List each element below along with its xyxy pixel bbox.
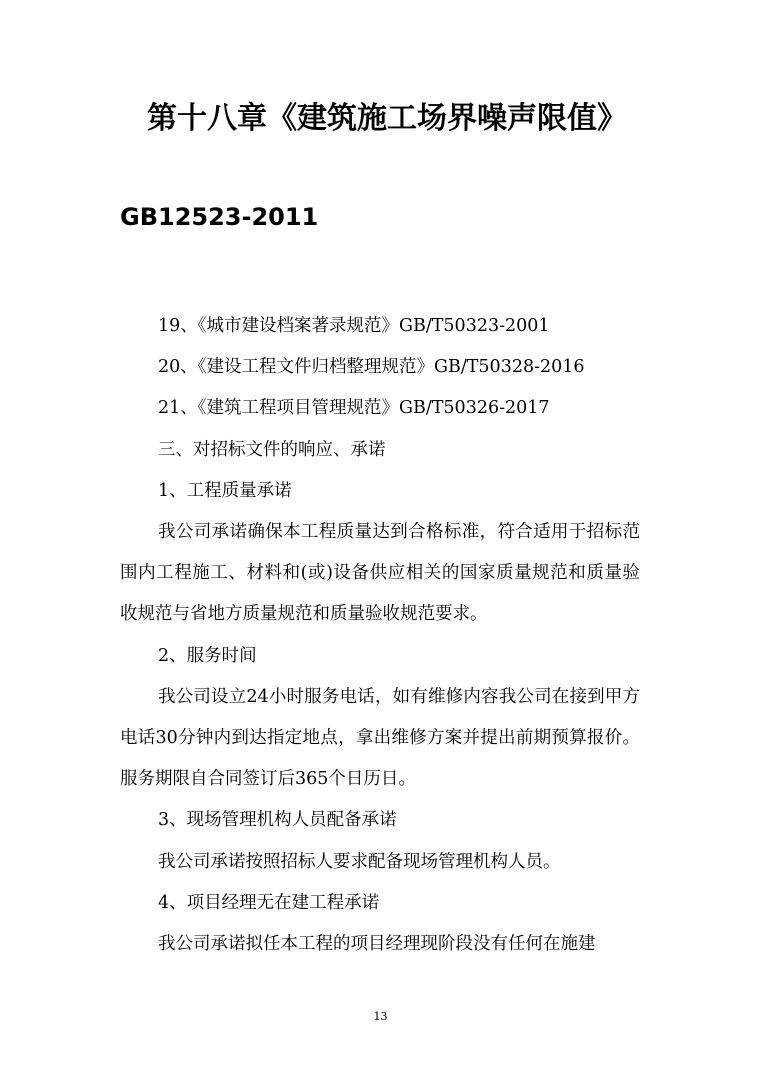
subheading-project-manager: 4、项目经理无在建工程承诺 [158,892,380,913]
paragraph-service-time: 我公司设立24小时服务电话，如有维修内容我公司在接到甲方电话30分钟内到达指定地点，拿出维修方案并提出前期预算报价。服务期限自合同签订后365个日历日。 [120,686,640,790]
subheading-staffing: 3、现场管理机构人员配备承诺 [158,810,397,831]
paragraph-project-manager: 我公司承诺拟任本工程的项目经理现阶段没有任何在施建 [158,934,596,955]
reference-item-19: 19、《城市建设档案著录规范》GB/T50323-2001 [158,316,550,336]
standard-code: GB12523-2011 [120,203,319,231]
subheading-quality: 1、工程质量承诺 [158,480,292,501]
section-heading: 三、对招标文件的响应、承诺 [158,439,386,460]
reference-item-21: 21、《建筑工程项目管理规范》GB/T50326-2017 [158,398,550,419]
reference-item-20: 20、《建设工程文件归档整理规范》GB/T50328-2016 [158,357,585,378]
chapter-title: 第十八章《建筑施工场界噪声限值》 [147,101,627,136]
body-text [120,306,640,965]
subheading-service-time: 2、服务时间 [158,645,257,666]
paragraph-quality: 我公司承诺确保本工程质量达到合格标准，符合适用于招标范围内工程施工、材料和(或)设备供应相关的国家质量规范和质量验收规范与省地方质量规范和质量验收规范要求。 [120,522,640,625]
page-number: 13 [373,1010,388,1023]
paragraph-staffing: 我公司承诺按照招标人要求配备现场管理机构人员。 [158,851,561,872]
